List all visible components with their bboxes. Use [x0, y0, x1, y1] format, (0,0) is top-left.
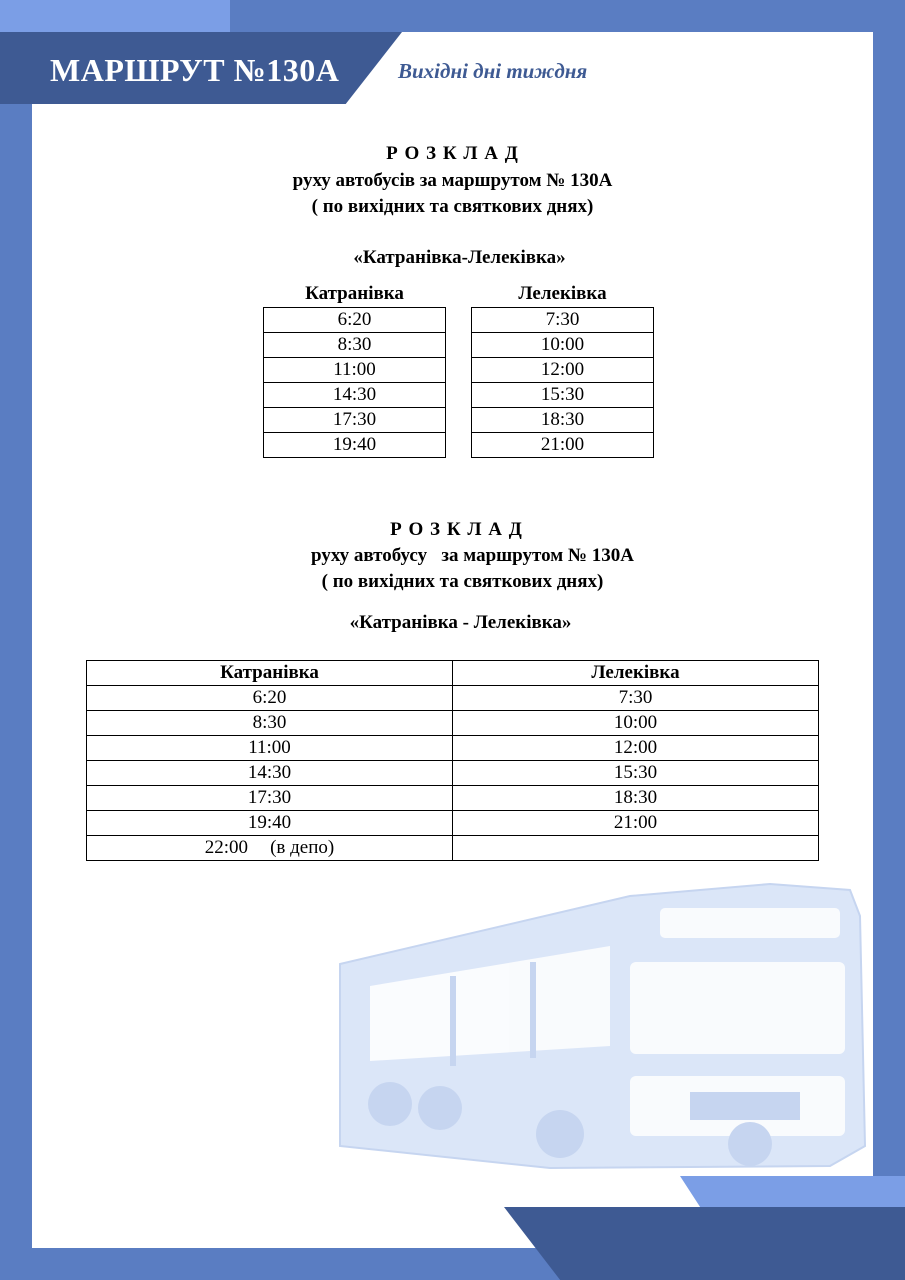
time-cell: 12:00	[472, 358, 654, 383]
bus-icon	[330, 876, 870, 1176]
time-cell: 14:30	[264, 383, 446, 408]
time-cell: 11:00	[264, 358, 446, 383]
depot-time: 22:00	[204, 837, 249, 858]
time-cell: 15:30	[472, 383, 654, 408]
table-row	[87, 836, 819, 861]
column-header-right: Лелеківка	[453, 661, 819, 686]
time-cell: 17:30	[87, 786, 453, 811]
schedule2-route-name: «Катранівка - Лелеківка»	[349, 612, 572, 633]
schedule1-left-table	[263, 307, 446, 458]
table-row	[264, 333, 446, 358]
table-row	[87, 761, 819, 786]
schedule2-table	[86, 660, 819, 861]
table-row	[87, 786, 819, 811]
time-cell: 21:00	[472, 433, 654, 458]
corner-decoration-bottom-dark	[504, 1207, 905, 1280]
time-cell: 15:30	[453, 761, 819, 786]
table-row	[472, 408, 654, 433]
table-row	[472, 333, 654, 358]
time-cell: 12:00	[453, 736, 819, 761]
time-cell: 18:30	[453, 786, 819, 811]
time-cell: 8:30	[264, 333, 446, 358]
time-cell: 10:00	[472, 333, 654, 358]
table-row	[264, 383, 446, 408]
table-row	[264, 308, 446, 333]
schedule1-route-name: «Катранівка-Лелеківка»	[353, 247, 566, 268]
column-header-left: Катранівка	[87, 661, 453, 686]
route-title: МАРШРУТ №130А	[50, 52, 340, 88]
time-cell: 19:40	[264, 433, 446, 458]
table-row	[87, 736, 819, 761]
schedule1-col-right-header: Лелеківка	[518, 283, 607, 304]
corner-decoration-top	[0, 0, 230, 32]
table-row	[264, 358, 446, 383]
schedule1-col-left-header: Катранівка	[305, 283, 404, 304]
time-cell: 17:30	[264, 408, 446, 433]
time-cell: 18:30	[472, 408, 654, 433]
time-cell: 14:30	[87, 761, 453, 786]
time-cell: 6:20	[264, 308, 446, 333]
schedule1-title: Р О З К Л А Д	[386, 143, 519, 164]
table-row	[264, 408, 446, 433]
schedule1-right-table	[471, 307, 654, 458]
time-cell: 19:40	[87, 811, 453, 836]
schedule2-subtitle-2: ( по вихідних та святкових днях)	[321, 571, 604, 592]
time-cell: 6:20	[87, 686, 453, 711]
time-cell: 10:00	[453, 711, 819, 736]
depot-cell	[87, 836, 453, 861]
schedule1-subtitle-2: ( по вихідних та святкових днях)	[311, 196, 594, 217]
empty-cell	[453, 836, 819, 861]
table-row	[472, 358, 654, 383]
time-cell: 7:30	[453, 686, 819, 711]
table-row	[472, 308, 654, 333]
depot-note: (в депо)	[270, 837, 335, 858]
time-cell: 7:30	[472, 308, 654, 333]
time-cell: 11:00	[87, 736, 453, 761]
time-cell: 8:30	[87, 711, 453, 736]
schedule1-subtitle-1: руху автобусів за маршрутом № 130А	[292, 170, 613, 191]
time-cell: 21:00	[453, 811, 819, 836]
table-row	[87, 686, 819, 711]
table-row	[472, 383, 654, 408]
table-row	[472, 433, 654, 458]
page-subtitle: Вихідні дні тиждня	[398, 59, 588, 83]
table-row	[87, 811, 819, 836]
table-row	[87, 711, 819, 736]
schedule2-subtitle-1: руху автобусу за маршрутом № 130А	[311, 545, 634, 566]
table-row	[264, 433, 446, 458]
table-header-row	[87, 661, 819, 686]
schedule2-title: Р О З К Л А Д	[390, 519, 523, 540]
